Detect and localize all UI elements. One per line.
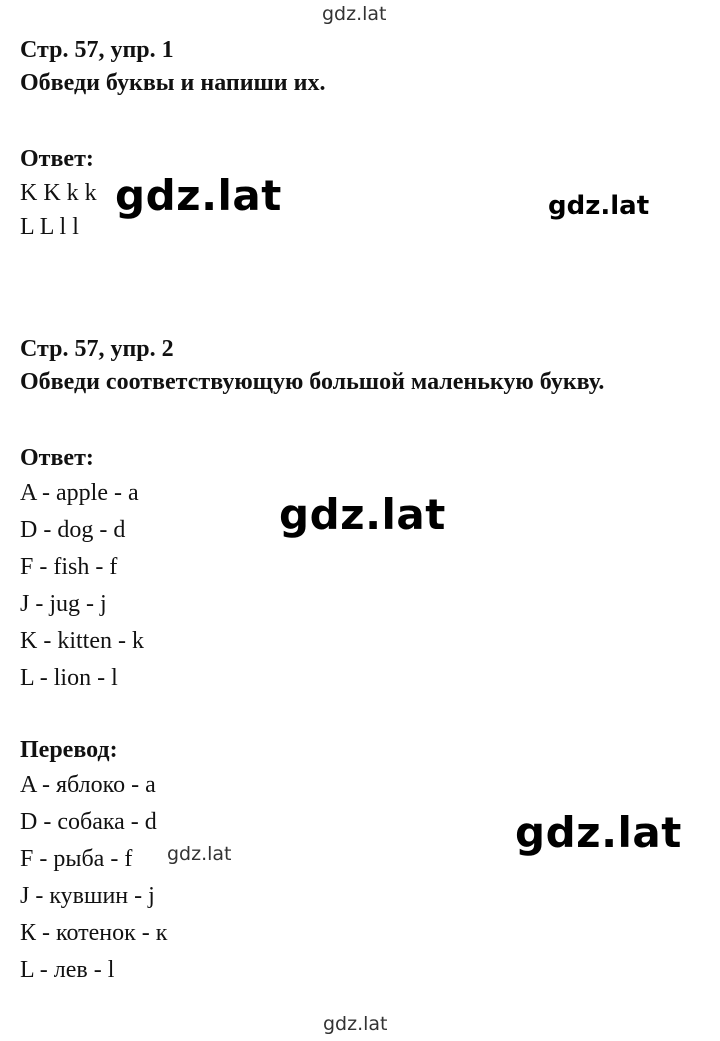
exercise-1-answer bbox=[20, 143, 720, 244]
exercise-2-answer bbox=[20, 442, 720, 697]
watermark-bottom: gdz.lat bbox=[323, 1013, 388, 1035]
answer-line: A - apple - a bbox=[20, 480, 139, 506]
answer-line: L - lion - l bbox=[20, 665, 118, 691]
translation-line: A - яблоко - a bbox=[20, 772, 156, 798]
watermark-large-1: gdz.lat bbox=[115, 171, 282, 220]
exercise-2-translation bbox=[20, 734, 720, 989]
watermark-large-2: gdz.lat bbox=[279, 490, 446, 539]
answer-line: L L l l bbox=[20, 214, 79, 240]
answer-line: K K k k bbox=[20, 180, 97, 206]
translation-label: Перевод: bbox=[20, 737, 118, 763]
exercise-1-task: Обведи буквы и напиши их. bbox=[20, 70, 326, 96]
exercise-1 bbox=[20, 34, 720, 100]
watermark-top: gdz.lat bbox=[322, 3, 387, 25]
translation-line: D - собака - d bbox=[20, 809, 157, 835]
translation-line: J - кувшин - j bbox=[20, 883, 155, 909]
translation-line: F - рыба - f bbox=[20, 846, 133, 872]
translation-line: L - лев - l bbox=[20, 957, 115, 983]
answer-line: F - fish - f bbox=[20, 554, 118, 580]
answer-line: J - jug - j bbox=[20, 591, 107, 617]
exercise-1-title: Стр. 57, упр. 1 bbox=[20, 37, 174, 63]
answer-line: K - kitten - k bbox=[20, 628, 144, 654]
exercise-2 bbox=[20, 333, 720, 399]
exercise-2-task: Обведи соответствующую большой маленькую букву. bbox=[20, 369, 605, 395]
exercise-2-title: Стр. 57, упр. 2 bbox=[20, 336, 174, 362]
translation-line: К - котенок - к bbox=[20, 920, 168, 946]
watermark-large-3: gdz.lat bbox=[515, 808, 682, 857]
watermark-inline: gdz.lat bbox=[167, 843, 232, 865]
answer-line: D - dog - d bbox=[20, 517, 126, 543]
answer-label: Ответ: bbox=[20, 146, 94, 172]
answer-label: Ответ: bbox=[20, 445, 94, 471]
watermark-side: gdz.lat bbox=[548, 191, 650, 221]
